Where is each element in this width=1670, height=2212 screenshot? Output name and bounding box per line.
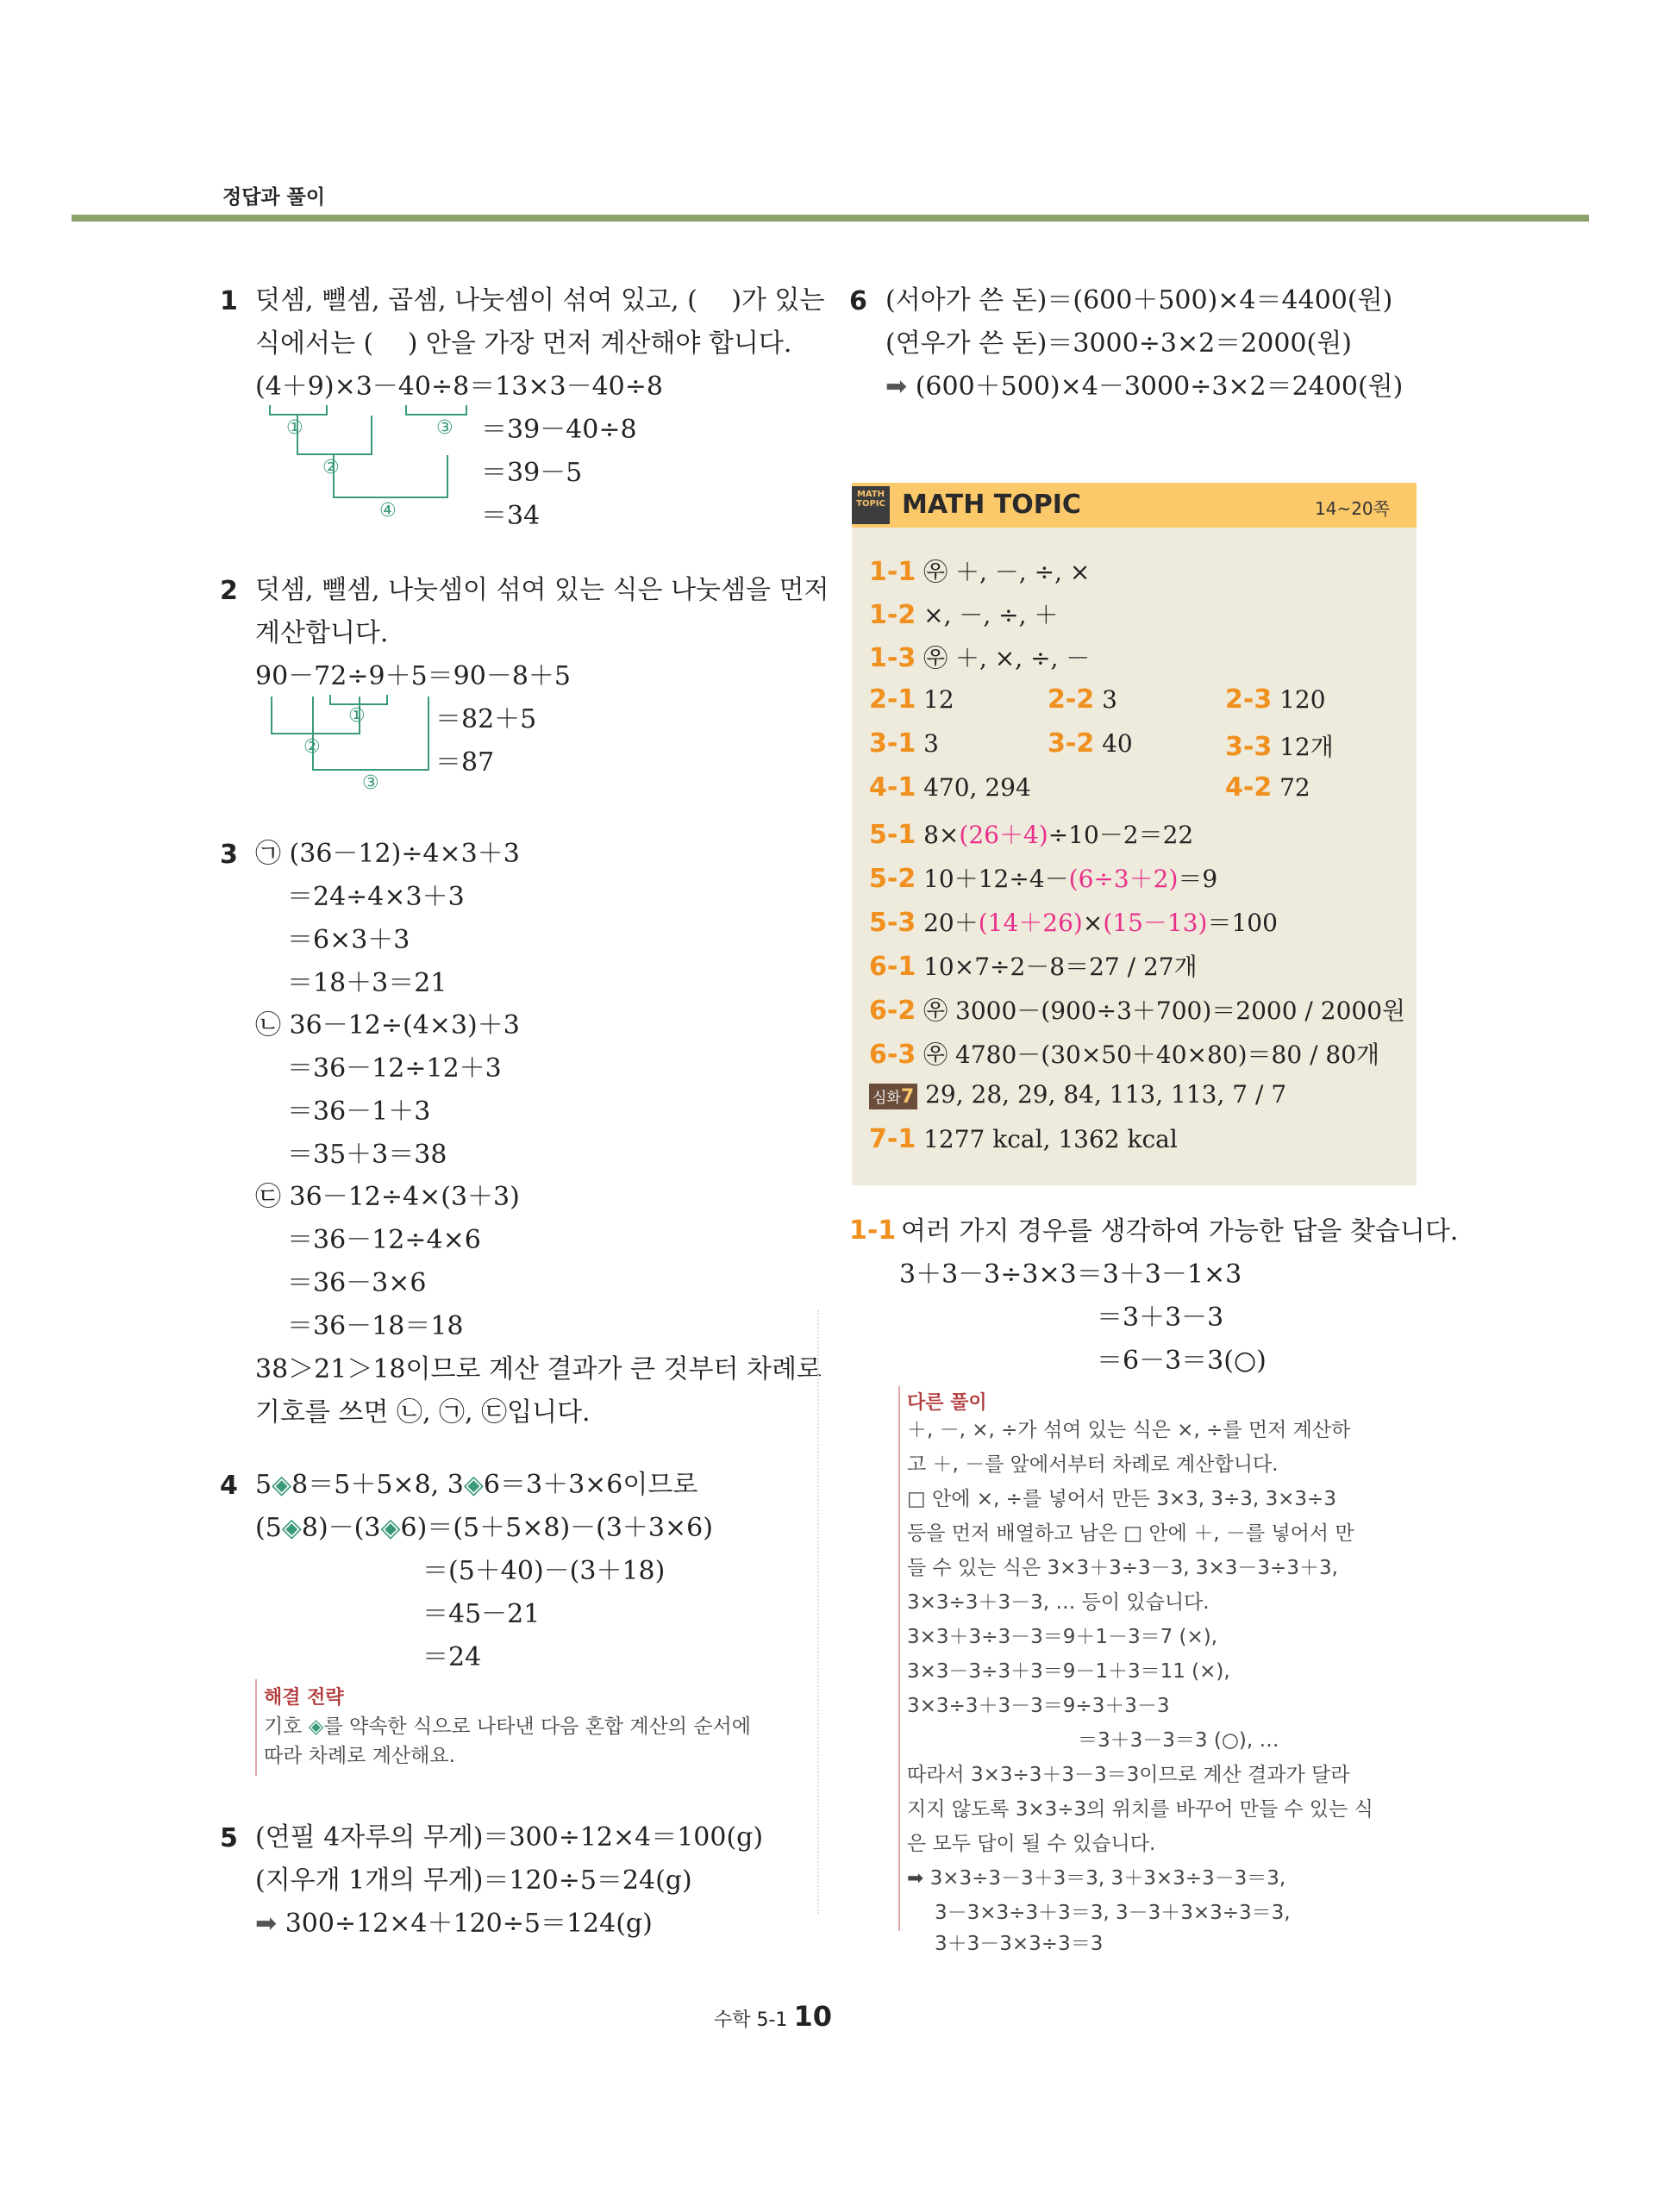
q4-calc-line: ＝45－21 [422,1599,541,1629]
answer-cell: 3-2 40 [1048,728,1133,759]
answer-row: 심화7 29, 28, 29, 84, 113, 113, 7 / 7 [869,1080,1286,1109]
solution-text: 여러 가지 경우를 생각하여 가능한 답을 찾습니다. [901,1216,1459,1247]
diamond-icon: ◈ [380,1513,401,1543]
q2-text-line: 덧셈, 뺄셈, 나눗셈이 섞여 있는 식은 나눗셈을 먼저 [255,575,829,605]
math-topic-title: MATH TOPIC [902,490,1081,520]
q3-line: ＝36－12÷12＋3 [287,1053,502,1084]
tip-line: 지지 않도록 3×3÷3의 위치를 바꾸어 만들 수 있는 식 [907,1798,1373,1821]
q3-line: ㉠ (36－12)÷4×3＋3 [255,839,520,869]
q3-line: ＝18＋3＝21 [287,968,447,998]
q3-line: ＝36－12÷4×6 [287,1225,481,1255]
q1-text-line: 식에서는 ( ) 안을 가장 먼저 계산해야 합니다. [255,328,792,359]
q5-line: (지우개 1개의 무게)＝120÷5＝24(g) [255,1865,692,1896]
answer-row: 1-1 ㉾ ＋, －, ÷, × [869,557,1091,587]
answer-cell: 3-3 12개 [1225,732,1334,762]
tip-answer-line: 3＋3－3×3÷3＝3 [935,1933,1104,1955]
tip-line: 은 모두 답이 될 수 있습니다. [907,1833,1156,1855]
q4-line: 5◈8＝5＋5×8, 3◈6＝3＋3×6이므로 [255,1470,698,1500]
answer-row: 6-2 ㉾ 3000－(900÷3＋700)＝2000 / 2000원 [869,996,1406,1026]
q2-calc-line: ＝87 [435,747,495,778]
tip-line: 들 수 있는 식은 3×3＋3÷3－3, 3×3－3÷3＋3, [907,1557,1338,1579]
answer-row: 1-2 ×, －, ÷, ＋ [869,600,1059,630]
answer-row: 5-1 8×(26＋4)÷10－2＝22 [869,820,1194,850]
q2-text-line: 계산합니다. [255,618,389,648]
advanced-badge: 심화7 [869,1084,917,1109]
footer-label: 수학 5-1 [714,2009,788,2031]
answer-row: 6-3 ㉾ 4780－(30×50＋40×80)＝80 / 80개 [869,1040,1380,1070]
tip-line: 등을 먼저 배열하고 남은 □ 안에 ＋, －를 넣어서 만 [907,1522,1354,1545]
tip-line: □ 안에 ×, ÷를 넣어서 만든 3×3, 3÷3, 3×3÷3 [907,1488,1336,1510]
diamond-icon: ◈ [308,1715,324,1738]
math-topic-pages: 14~20쪽 [1315,498,1390,519]
q3-line: ㉡ 36－12÷(4×3)＋3 [255,1010,520,1040]
answer-row: 5-3 20＋(14＋26)×(15－13)＝100 [869,908,1278,938]
diamond-icon: ◈ [272,1470,292,1500]
answer-cell: 2-1 12 [869,684,954,715]
q3-line: 38＞21＞18이므로 계산 결과가 큰 것부터 차례로 [255,1354,822,1384]
order-bracket [405,405,467,416]
q3-line: ＝6×3＋3 [287,925,410,955]
tip-line: 3×3÷3＋3－3＝9÷3＋3－3 [907,1695,1170,1717]
order-label: ② [303,736,321,758]
tip-text: 따라 차례로 계산해요. [264,1745,455,1767]
answer-row: 6-1 10×7÷2－8＝27 / 27개 [869,952,1198,982]
question-number: 2 [220,576,238,606]
solution-calc-line: 3＋3－3÷3×3＝3＋3－1×3 [899,1259,1242,1290]
q2-calc-line: 90－72÷9＋5＝90－8＋5 [255,661,572,691]
page-footer [714,2000,832,2033]
q6-line: (연우가 쓴 돈)＝3000÷3×2＝2000(원) [885,328,1352,359]
tip-line: 3×3＋3÷3－3＝9＋1－3＝7 (×), [907,1626,1218,1648]
q3-line: ＝35＋3＝38 [287,1140,447,1170]
q3-line: ㉢ 36－12÷4×(3＋3) [255,1182,520,1212]
question-number: 6 [849,286,867,316]
solution-number: 1-1 [849,1215,897,1246]
tip-line: 고 ＋, －를 앞에서부터 차례로 계산합니다. [907,1453,1279,1476]
order-label: ③ [436,417,453,439]
q5-line: (연필 4자루의 무게)＝300÷12×4＝100(g) [255,1822,764,1853]
tip-line: 3×3÷3＋3－3, … 등이 있습니다. [907,1591,1210,1614]
answer-row: 1-3 ㉾ ＋, ×, ÷, － [869,643,1091,673]
q3-line: ＝36－3×6 [287,1268,427,1298]
answer-row: 5-2 10＋12÷4－(6÷3＋2)＝9 [869,864,1218,894]
q3-line: ＝36－1＋3 [287,1097,431,1127]
tip-line: ＝3＋3－3＝3 (○), … [1078,1729,1279,1752]
q1-calc-line: ＝39－40÷8 [481,415,637,445]
tip-heading: 해결 전략 [264,1687,344,1709]
order-label: ③ [362,772,379,794]
q3-line: ＝36－18＝18 [287,1311,464,1341]
answer-cell: 3-1 3 [869,728,939,759]
tip-answer-line: ➡ 3×3÷3－3＋3＝3, 3＋3×3÷3－3＝3, [907,1867,1286,1890]
order-label: ① [286,417,303,439]
q6-line: (서아가 쓴 돈)＝(600＋500)×4＝4400(원) [885,285,1393,316]
page-number: 10 [793,2000,832,2033]
q1-calc-line: ＝34 [481,501,541,531]
column-divider [817,1310,819,1914]
question-number: 3 [220,840,238,870]
tip-answer-line: 3－3×3÷3＋3＝3, 3－3＋3×3÷3＝3, [935,1902,1291,1924]
answer-cell: 4-1 470, 294 [869,772,1031,803]
order-bracket [269,405,328,416]
order-bracket [333,455,448,498]
arrow-icon: ➡ [885,372,908,402]
diamond-icon: ◈ [463,1470,484,1500]
tip-line: ＋, －, ×, ÷가 섞여 있는 식은 ×, ÷를 먼저 계산하 [907,1419,1351,1441]
q1-calc-line: (4＋9)×3－40÷8＝13×3－40÷8 [255,372,663,402]
page-header-title: 정답과 풀이 [222,186,326,209]
answer-row: 7-1 1277 kcal, 1362 kcal [869,1124,1178,1154]
q5-answer: ➡ 300÷12×4＋120÷5＝124(g) [255,1909,653,1939]
order-label: ④ [379,500,397,522]
q4-calc-line: ＝24 [422,1642,482,1672]
answer-cell: 2-3 120 [1225,684,1326,715]
solution-calc-line: ＝3＋3－3 [1097,1303,1224,1333]
order-label: ① [348,705,366,727]
header-rule [72,215,1589,222]
q3-line: ＝24÷4×3＋3 [287,882,465,912]
diamond-icon: ◈ [281,1513,302,1543]
q6-answer: ➡ (600＋500)×4－3000÷3×2＝2400(원) [885,372,1404,402]
q1-text-line: 덧셈, 뺄셈, 곱셈, 나눗셈이 섞여 있고, ( )가 있는 [255,285,825,316]
q4-calc-line: ＝(5＋40)－(3＋18) [422,1556,666,1586]
order-bracket [312,697,429,771]
tip-line: 3×3－3÷3＋3＝9－1＋3＝11 (×), [907,1660,1230,1683]
answer-cell: 2-2 3 [1048,684,1117,715]
arrow-icon: ➡ [907,1867,924,1890]
solution-calc-line: ＝6－3＝3(○) [1097,1346,1267,1376]
tip-heading: 다른 풀이 [907,1392,987,1414]
q1-calc-line: ＝39－5 [481,458,583,488]
q2-calc-line: ＝82＋5 [435,704,537,734]
arrow-icon: ➡ [255,1909,278,1939]
question-number: 1 [220,286,238,316]
q3-line: 기호를 쓰면 ㉡, ㉠, ㉢입니다. [255,1397,591,1428]
math-topic-badge: MATH TOPIC [852,486,890,524]
answer-cell: 4-2 72 [1225,772,1310,803]
question-number: 4 [220,1471,238,1501]
tip-line: 따라서 3×3÷3＋3－3＝3이므로 계산 결과가 달라 [907,1764,1350,1786]
order-bracket [297,416,372,455]
order-label: ② [322,457,340,478]
tip-text: 기호 ◈를 약속한 식으로 나타낸 다음 혼합 계산의 순서에 [264,1715,751,1738]
q4-line: (5◈8)－(3◈6)＝(5＋5×8)－(3＋3×6) [255,1513,713,1543]
question-number: 5 [220,1823,238,1853]
